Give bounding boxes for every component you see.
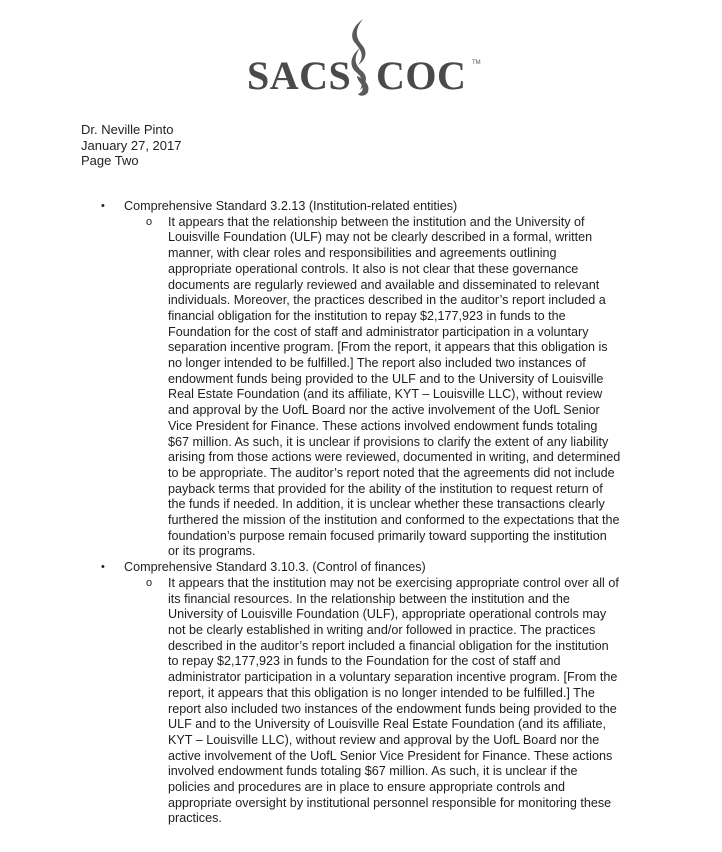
paragraph-line: administrator participation in a voluntary separation incentive program. [From the	[168, 670, 618, 685]
flame-icon	[344, 18, 378, 98]
standard-title: Comprehensive Standard 3.2.13 (Institution-related entities)	[124, 199, 458, 213]
finding-paragraph	[168, 215, 642, 560]
paragraph-line: active involvement of the UofL Senior Vice President for Finance. These actions	[168, 748, 613, 763]
paragraph-line: ULF and to the University of Louisville Real Estate Foundation (and its affiliate,	[168, 717, 606, 732]
paragraph-line: appropriate operational controls. It also is not clear that these governance	[168, 261, 579, 276]
paragraph-line: described in the auditor’s report included a financial obligation for the institution	[168, 638, 609, 653]
sacscoc-logo	[240, 18, 490, 98]
paragraph-line: It appears that the institution may not be exercising appropriate control over all of	[168, 575, 619, 590]
paragraph-line: its financial resources. In the relationship between the institution and the	[168, 591, 570, 606]
paragraph-line: financial obligation for the institution to repay $2,177,923 in funds to the	[168, 308, 566, 323]
standard-finding	[0, 215, 722, 560]
page-label: Page Two	[81, 153, 139, 168]
paragraph-line: Foundation for the cost of staff and administrator participation in a voluntary	[168, 324, 589, 339]
paragraph-line: furthered the mission of the institution and conformed to the expectations that the	[168, 513, 620, 528]
paragraph-line: foundation’s purpose remain focused primarily toward supporting the institution	[168, 528, 607, 543]
paragraph-line: Real Estate Foundation (and its affiliate, KYT – Louisville LLC), without review	[168, 387, 603, 402]
paragraph-line: not be clearly established in writing and/or followed in practice. The practices	[168, 622, 596, 637]
paragraph-line: manner, with clear roles and responsibilities and agreements outlining	[168, 246, 557, 261]
paragraph-line: report also included two instances of the endowment funds being provided to the	[168, 701, 617, 716]
standard-item	[0, 199, 722, 560]
paragraph-line: Louisville Foundation (ULF) may not be clearly described in a formal, written	[168, 230, 593, 245]
recipient-name: Dr. Neville Pinto	[81, 122, 174, 137]
paragraph-line: $67 million. As such, it is unclear if provisions to clarify the extent of any liability	[168, 434, 609, 449]
logo-trademark: TM	[472, 60, 481, 66]
paragraph-line: practices.	[168, 811, 222, 826]
paragraph-line: and approval by the UofL Board nor the active involvement of the UofL Senior	[168, 403, 600, 418]
paragraph-line: separation incentive program. [From the report, it appears that this obligation is	[168, 340, 608, 355]
sub-bullet-icon: o	[146, 576, 153, 589]
logo-right-word: COC	[376, 53, 467, 98]
logo-left-word: SACS	[247, 53, 352, 98]
paragraph-line: University of Louisville Foundation (ULF), appropriate operational controls may	[168, 607, 607, 622]
paragraph-line: endowment funds being provided to the ULF and to the University of Louisville	[168, 371, 604, 386]
paragraph-line: report, it appears that this obligation is no longer intended to be fulfilled.] The	[168, 685, 595, 700]
paragraph-line: Vice President for Finance. These actions involved endowment funds totaling	[168, 418, 598, 433]
paragraph-line: individuals. Moreover, the practices described in the auditor’s report included a	[168, 293, 606, 308]
recipient-block	[81, 122, 181, 169]
paragraph-line: arising from those actions were reviewed, documented in writing, and determined	[168, 450, 621, 465]
paragraph-line: or its programs.	[168, 544, 256, 559]
standards-list	[0, 199, 722, 827]
paragraph-line: documents are regularly reviewed and available and disseminated to relevant	[168, 277, 600, 292]
paragraph-line: to be appropriate. The auditor’s report noted that the agreements did not include	[168, 465, 615, 480]
bullet-icon: •	[101, 561, 105, 574]
bullet-icon: •	[101, 200, 105, 212]
paragraph-line: appropriate oversight by institutional personnel responsible for monitoring these	[168, 795, 612, 810]
standard-finding	[0, 576, 722, 827]
standard-item	[0, 560, 722, 827]
standard-title: Comprehensive Standard 3.10.3. (Control of finances)	[124, 560, 426, 575]
paragraph-line: payback terms that provided for the ability of the institution to request return of	[168, 481, 603, 496]
paragraph-line: involved endowment funds totaling $67 million. As such, it is unclear if the	[168, 764, 578, 779]
paragraph-line: It appears that the relationship between the institution and the University of	[168, 214, 585, 229]
paragraph-line: policies and procedures are in place to ensure appropriate controls and	[168, 780, 565, 795]
paragraph-line: no longer intended to be fulfilled.] The report also included two instances of	[168, 356, 586, 371]
paragraph-line: KYT – Louisville LLC), without review and approval by the UofL Board nor the	[168, 732, 600, 747]
sub-bullet-icon: o	[146, 215, 153, 228]
finding-paragraph	[168, 576, 642, 827]
paragraph-line: the funds if needed. In addition, it is unclear whether these transactions clearly	[168, 497, 605, 512]
letter-date: January 27, 2017	[81, 137, 182, 153]
paragraph-line: to repay $2,177,923 in funds to the Foundation for the cost of staff and	[168, 654, 561, 669]
